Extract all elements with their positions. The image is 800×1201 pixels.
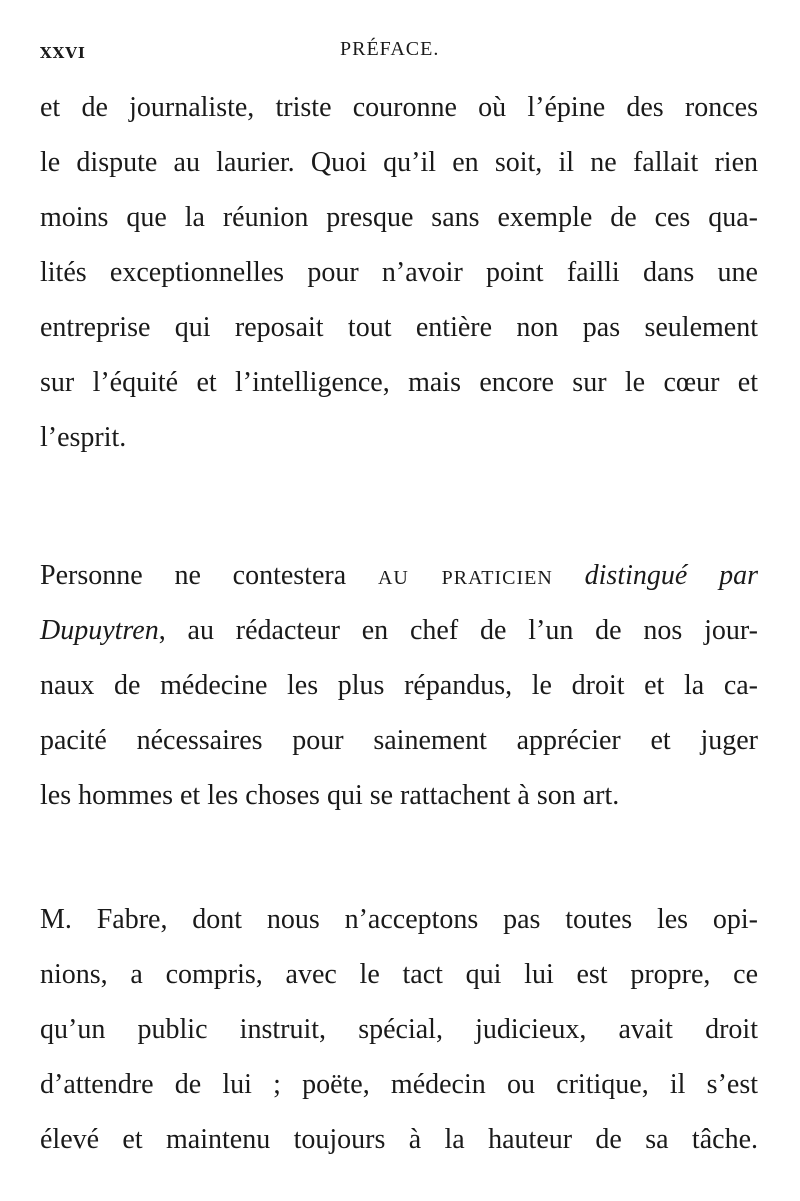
- text-line: qu’un public instruit, spécial, judicieux, avait droit: [40, 1014, 758, 1045]
- text-line: sur l’équité et l’intelligence, mais encore sur le cœur et: [40, 367, 758, 398]
- text-line: naux de médecine les plus répandus, le droit et la ca-: [40, 670, 758, 701]
- text-line: moins que la réunion presque sans exemple de ces qua-: [40, 202, 758, 233]
- page-number: XXVI: [40, 44, 86, 62]
- text-line: pacité nécessaires pour sainement apprécier et juger: [40, 725, 758, 756]
- page-header: [40, 36, 760, 66]
- text-line: nions, a compris, avec le tact qui lui est propre, ce: [40, 959, 758, 990]
- running-title: PRÉFACE.: [340, 38, 440, 60]
- text-line: le dispute au laurier. Quoi qu’il en soit, il ne fallait rien: [40, 147, 758, 178]
- text-line: l’esprit.: [40, 422, 127, 453]
- text-line: élevé et maintenu toujours à la hauteur de sa tâche.: [40, 1124, 758, 1155]
- text-line: entreprise qui reposait tout entière non pas seulement: [40, 312, 758, 343]
- text-line: lités exceptionnelles pour n’avoir point failli dans une: [40, 257, 758, 288]
- text-run: Personne ne contestera: [40, 560, 378, 591]
- text-line: [40, 556, 758, 596]
- text-run: [553, 560, 585, 591]
- italic-run: distingué par: [584, 560, 758, 591]
- italic-run: Dupuytren: [40, 615, 159, 646]
- text-line: et de journaliste, triste couronne où l’épine des ronces: [40, 92, 758, 123]
- text-line: M. Fabre, dont nous n’acceptons pas toutes les opi-: [40, 904, 758, 935]
- text-line: d’attendre de lui ; poëte, médecin ou critique, il s’est: [40, 1069, 758, 1100]
- text-run: , au rédacteur en chef de l’un de nos jour-: [158, 615, 758, 646]
- text-line: [40, 611, 758, 651]
- text-line: les hommes et les choses qui se rattachent à son art.: [40, 780, 620, 811]
- small-caps-run: au praticien: [377, 560, 553, 591]
